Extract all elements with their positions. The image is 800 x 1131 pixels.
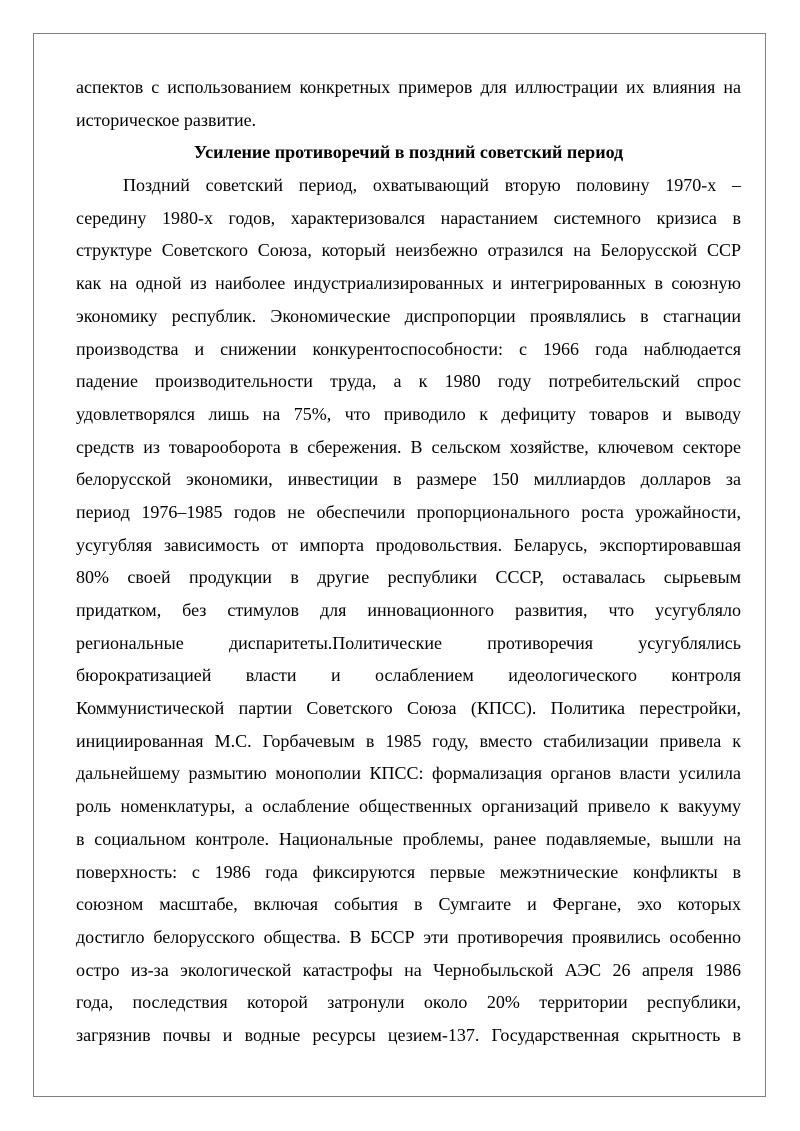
paragraph-line: падение производительности труда, а к 1980 году потребительский спрос <box>76 371 741 392</box>
paragraph-line: Коммунистической партии Советского Союза (КПСС). Политика перестройки, <box>76 698 741 719</box>
paragraph-line: региональные диспаритеты.Политические противоречия усугублялись <box>76 632 741 653</box>
paragraph-line: остро из-за экологической катастрофы на Чернобыльской АЭС 26 апреля 1986 <box>76 959 741 980</box>
paragraph-line: производства и снижении конкурентоспособности: с 1966 года наблюдается <box>76 338 741 359</box>
paragraph-line: период 1976–1985 годов не обеспечили пропорционального роста урожайности, <box>76 501 741 522</box>
paragraph-line: структуре Советского Союза, который неизбежно отразился на Белорусской ССР <box>76 240 741 261</box>
paragraph-line: белорусской экономики, инвестиции в размере 150 миллиардов долларов за <box>76 469 741 490</box>
paragraph-line: придатком, без стимулов для инновационного развития, что усугубляло <box>76 600 741 620</box>
paragraph-line: как на одной из наиболее индустриализированных и интегрированных в союзную <box>76 273 741 294</box>
paragraph-line: удовлетворялся лишь на 75%, что приводило к дефициту товаров и выводу <box>76 403 741 424</box>
paragraph-line: дальнейшему размытию монополии КПСС: формализация органов власти усилила <box>76 763 741 784</box>
paragraph-line: поверхность: с 1986 года фиксируются первые межэтнические конфликты в <box>76 861 741 882</box>
paragraph-line: достигло белорусского общества. В БССР эти противоречия проявились особенно <box>76 926 741 947</box>
paragraph-line: Поздний советский период, охватывающий вторую половину 1970-х – <box>123 175 741 196</box>
paragraph-line: инициированная М.С. Горбачевым в 1985 году, вместо стабилизации привела к <box>76 730 741 751</box>
document-body <box>76 71 741 1052</box>
paragraph-line: года, последствия которой затронули около 20% территории республики, <box>76 992 741 1013</box>
paragraph-line: роль номенклатуры, а ослабление общественных организаций привело к вакууму <box>76 796 741 817</box>
intro-line: историческое развитие. <box>76 109 257 130</box>
paragraph-line: усугубляя зависимость от импорта продовольствия. Беларусь, экспортировавшая <box>76 534 741 555</box>
intro-line: аспектов с использованием конкретных примеров для иллюстрации их влияния на <box>76 77 741 97</box>
paragraph-line: середину 1980-х годов, характеризовался нарастанием системного кризиса в <box>76 207 741 228</box>
paragraph-line: бюрократизацией власти и ослаблением идеологического контроля <box>76 665 741 686</box>
paragraph-line: средств из товарооборота в сбережения. В сельском хозяйстве, ключевом секторе <box>76 436 741 457</box>
section-heading: Усиление противоречий в поздний советский период <box>193 142 624 163</box>
paragraph-line: в социальном контроле. Национальные проблемы, ранее подавляемые, вышли на <box>76 828 741 849</box>
paragraph-line: загрязнив почвы и водные ресурсы цезием-137. Государственная скрытность в <box>76 1024 741 1045</box>
paragraph-line: 80% своей продукции в другие республики СССР, оставалась сырьевым <box>76 567 741 588</box>
paragraph-line: экономику республик. Экономические диспропорции проявлялись в стагнации <box>76 305 741 326</box>
paragraph-line: союзном масштабе, включая события в Сумгаите и Фергане, эхо которых <box>76 894 741 915</box>
